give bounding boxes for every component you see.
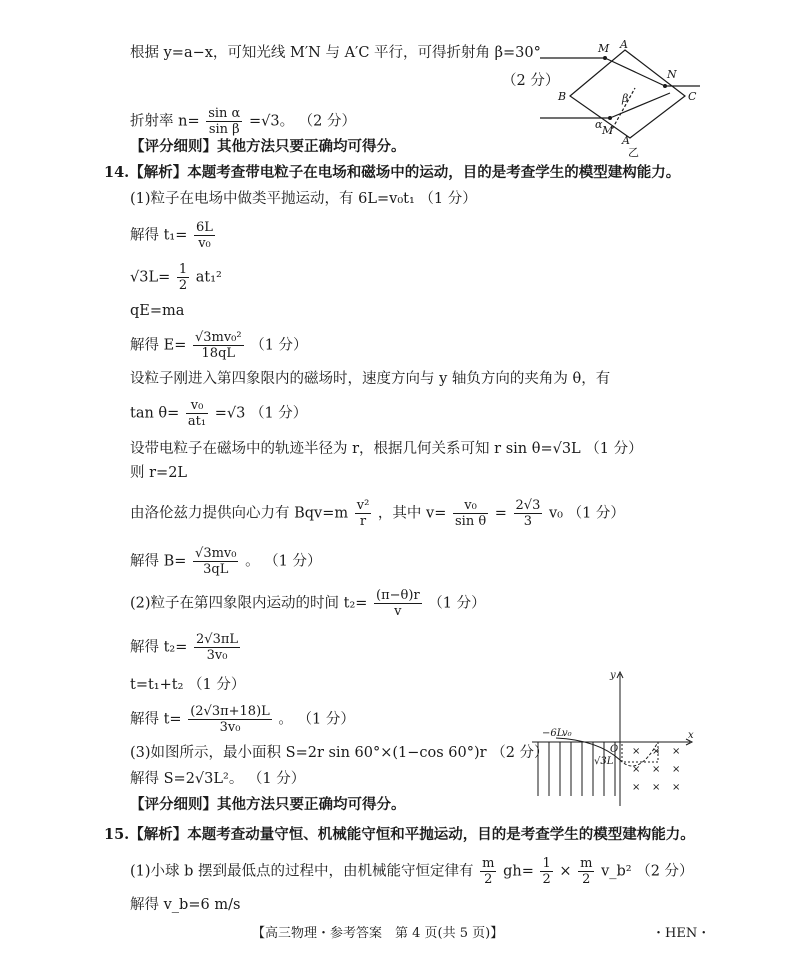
label-alpha: α — [595, 118, 603, 131]
svg-text:×: × — [652, 746, 661, 757]
label-o: O — [610, 744, 619, 755]
label-minus-6l: −6L — [542, 728, 564, 739]
text: 由洛伦兹力提供向心力有 Bqv=m — [130, 505, 349, 522]
point-m-prime — [608, 116, 612, 120]
fraction — [193, 330, 244, 361]
text: (1)小球 b 摆到最低点的过程中，由机械能守恒定律有 — [130, 863, 474, 880]
formula-line — [130, 262, 222, 293]
fraction — [194, 632, 240, 663]
text: 解得 B= — [130, 553, 187, 570]
text: ，其中 v= — [377, 505, 447, 522]
numerator: 6L — [196, 220, 213, 235]
formula-line — [130, 106, 356, 137]
answer-line: 设粒子刚进入第四象限内的磁场时，速度方向与 y 轴负方向的夹角为 θ，有 — [130, 371, 611, 387]
numerator: sin α — [208, 106, 241, 121]
text: 解得 E= — [130, 337, 187, 354]
fraction — [514, 498, 543, 529]
answer-line: (3)如图所示，最小面积 S=2r sin 60°×(1−cos 60°)r （2 分） — [130, 745, 549, 761]
numerator: m — [580, 856, 593, 871]
label-b: B — [558, 90, 567, 103]
numerator: √3mv₀ — [195, 546, 237, 561]
denominator: v — [394, 604, 402, 619]
text: =√3。 （2 分） — [248, 113, 357, 130]
formula-line — [130, 632, 242, 663]
footer-code: ・HEN・ — [652, 926, 711, 941]
label-v0: v₀ — [562, 728, 572, 739]
formula-line — [130, 498, 625, 529]
label-y: y — [610, 670, 616, 681]
label-beta: β — [622, 92, 629, 105]
answer-line: (1)粒子在电场中做类平抛运动，有 6L=v₀t₁ （1 分） — [130, 191, 477, 207]
fraction — [193, 546, 238, 577]
text: 解得 t₂= — [130, 639, 188, 656]
answer-line: 设带电粒子在磁场中的轨迹半径为 r，根据几何关系可知 r sin θ=√3L （1 分） — [130, 441, 643, 457]
formula-line — [130, 588, 486, 619]
formula-line — [130, 398, 307, 429]
fraction — [374, 588, 422, 619]
point-m — [603, 56, 607, 60]
score-note: （2 分） — [502, 73, 560, 89]
text: √3L= — [130, 269, 171, 286]
fraction — [194, 220, 215, 251]
answer-line: 根据 y=a−x，可知光线 M′N 与 A′C 平行，可得折射角 β=30° — [130, 45, 541, 61]
answer-line: 则 r=2L — [130, 465, 188, 481]
text: 解得 t= — [130, 711, 182, 728]
numerator: v₀ — [453, 498, 488, 514]
answer-line: 解得 v_b=6 m/s — [130, 897, 241, 913]
answer-line: 解得 S=2√3L²。 （1 分） — [130, 771, 306, 787]
question-15-heading: 15.【解析】本题考查动量守恒、机械能守恒和平抛运动，目的是考查学生的模型建构能力。 — [104, 826, 695, 843]
scoring-note: 【评分细则】其他方法只要正确均可得分。 — [130, 796, 406, 813]
fraction — [540, 856, 552, 887]
question-14-heading: 14.【解析】本题考查带电粒子在电场和磁场中的运动，目的是考查学生的模型建构能力。 — [104, 164, 681, 181]
text: （1 分） — [250, 337, 308, 354]
numerator: √3mv₀² — [194, 330, 242, 345]
denominator: 2 — [178, 278, 188, 293]
denominator: v₀ — [198, 236, 211, 251]
label-m2: M — [602, 124, 614, 137]
field-diagram — [528, 668, 698, 808]
fraction — [177, 262, 189, 293]
svg-text:×: × — [672, 746, 681, 757]
text: 折射率 n= — [130, 113, 200, 130]
formula-line — [130, 546, 322, 577]
svg-text:×: × — [632, 764, 641, 775]
text: = — [494, 505, 507, 522]
formula-line — [130, 330, 308, 361]
refracted-ray — [605, 58, 665, 86]
svg-text:×: × — [672, 782, 681, 793]
fraction — [480, 856, 496, 887]
numerator: 2√3πL — [196, 632, 239, 647]
figure-caption: 乙 — [628, 146, 639, 158]
denominator: r — [359, 514, 367, 529]
numerator: m — [482, 856, 495, 871]
svg-text:×: × — [652, 782, 661, 793]
text: 解得 t₁= — [130, 227, 188, 244]
footer-page-info: 【高三物理・参考答案 第 4 页(共 5 页)】 — [252, 926, 504, 941]
numerator: (π−θ)r — [376, 588, 420, 603]
label-m: M — [598, 42, 610, 55]
label-a-prime: A′ — [622, 134, 633, 147]
denominator: sin β — [208, 122, 240, 137]
text: (2)粒子在第四象限内运动的时间 t₂= — [130, 595, 368, 612]
numerator: 1 — [542, 856, 551, 871]
denominator: 3v₀ — [206, 648, 228, 663]
scoring-note: 【评分细则】其他方法只要正确均可得分。 — [130, 138, 406, 155]
text: 。 （1 分） — [278, 711, 355, 728]
formula-line — [130, 856, 694, 887]
text: v_b² （2 分） — [601, 863, 694, 880]
numerator: 2√3 — [515, 498, 541, 513]
text: gh= — [503, 863, 534, 880]
denominator: 2 — [484, 872, 493, 887]
text: （1 分） — [428, 595, 486, 612]
fraction — [578, 856, 594, 887]
electric-field-lines — [538, 742, 615, 796]
magnetic-field-crosses — [632, 746, 680, 793]
denominator: at₁ — [187, 414, 207, 429]
fraction — [186, 398, 208, 429]
numerator: v₀ — [186, 398, 208, 414]
fraction — [206, 106, 242, 137]
prism-refraction-diagram — [540, 38, 720, 158]
denominator: 18qL — [201, 346, 236, 361]
text: =√3 （1 分） — [214, 405, 308, 422]
denominator: 3 — [523, 514, 533, 529]
fraction — [355, 498, 372, 529]
formula-line — [130, 704, 355, 735]
point-n — [663, 84, 667, 88]
text: tan θ= — [130, 405, 180, 422]
numerator: 1 — [178, 262, 188, 277]
numerator: (2√3π+18)L — [190, 704, 270, 719]
text: v₀ （1 分） — [548, 505, 625, 522]
label-a: A — [620, 38, 628, 51]
denominator: 2 — [582, 872, 591, 887]
denominator: 3v₀ — [219, 720, 241, 735]
svg-text:×: × — [632, 746, 641, 757]
fraction — [453, 498, 488, 529]
svg-text:×: × — [672, 764, 681, 775]
formula-line — [130, 220, 217, 251]
text: 。 （1 分） — [245, 553, 322, 570]
fraction — [188, 704, 272, 735]
formula-line: t=t₁+t₂ （1 分） — [130, 677, 246, 693]
formula-line: qE=ma — [130, 303, 185, 319]
denominator: 2 — [542, 872, 551, 887]
numerator: v² — [356, 498, 370, 513]
svg-text:×: × — [632, 782, 641, 793]
text: at₁² — [195, 269, 222, 286]
label-sqrt3l: √3L — [594, 756, 614, 767]
svg-text:×: × — [652, 764, 661, 775]
text: × — [559, 863, 572, 880]
denominator: sin θ — [454, 514, 487, 529]
label-x: x — [688, 730, 694, 741]
label-c: C — [688, 90, 697, 103]
label-n: N — [667, 68, 677, 81]
denominator: 3qL — [203, 562, 229, 577]
